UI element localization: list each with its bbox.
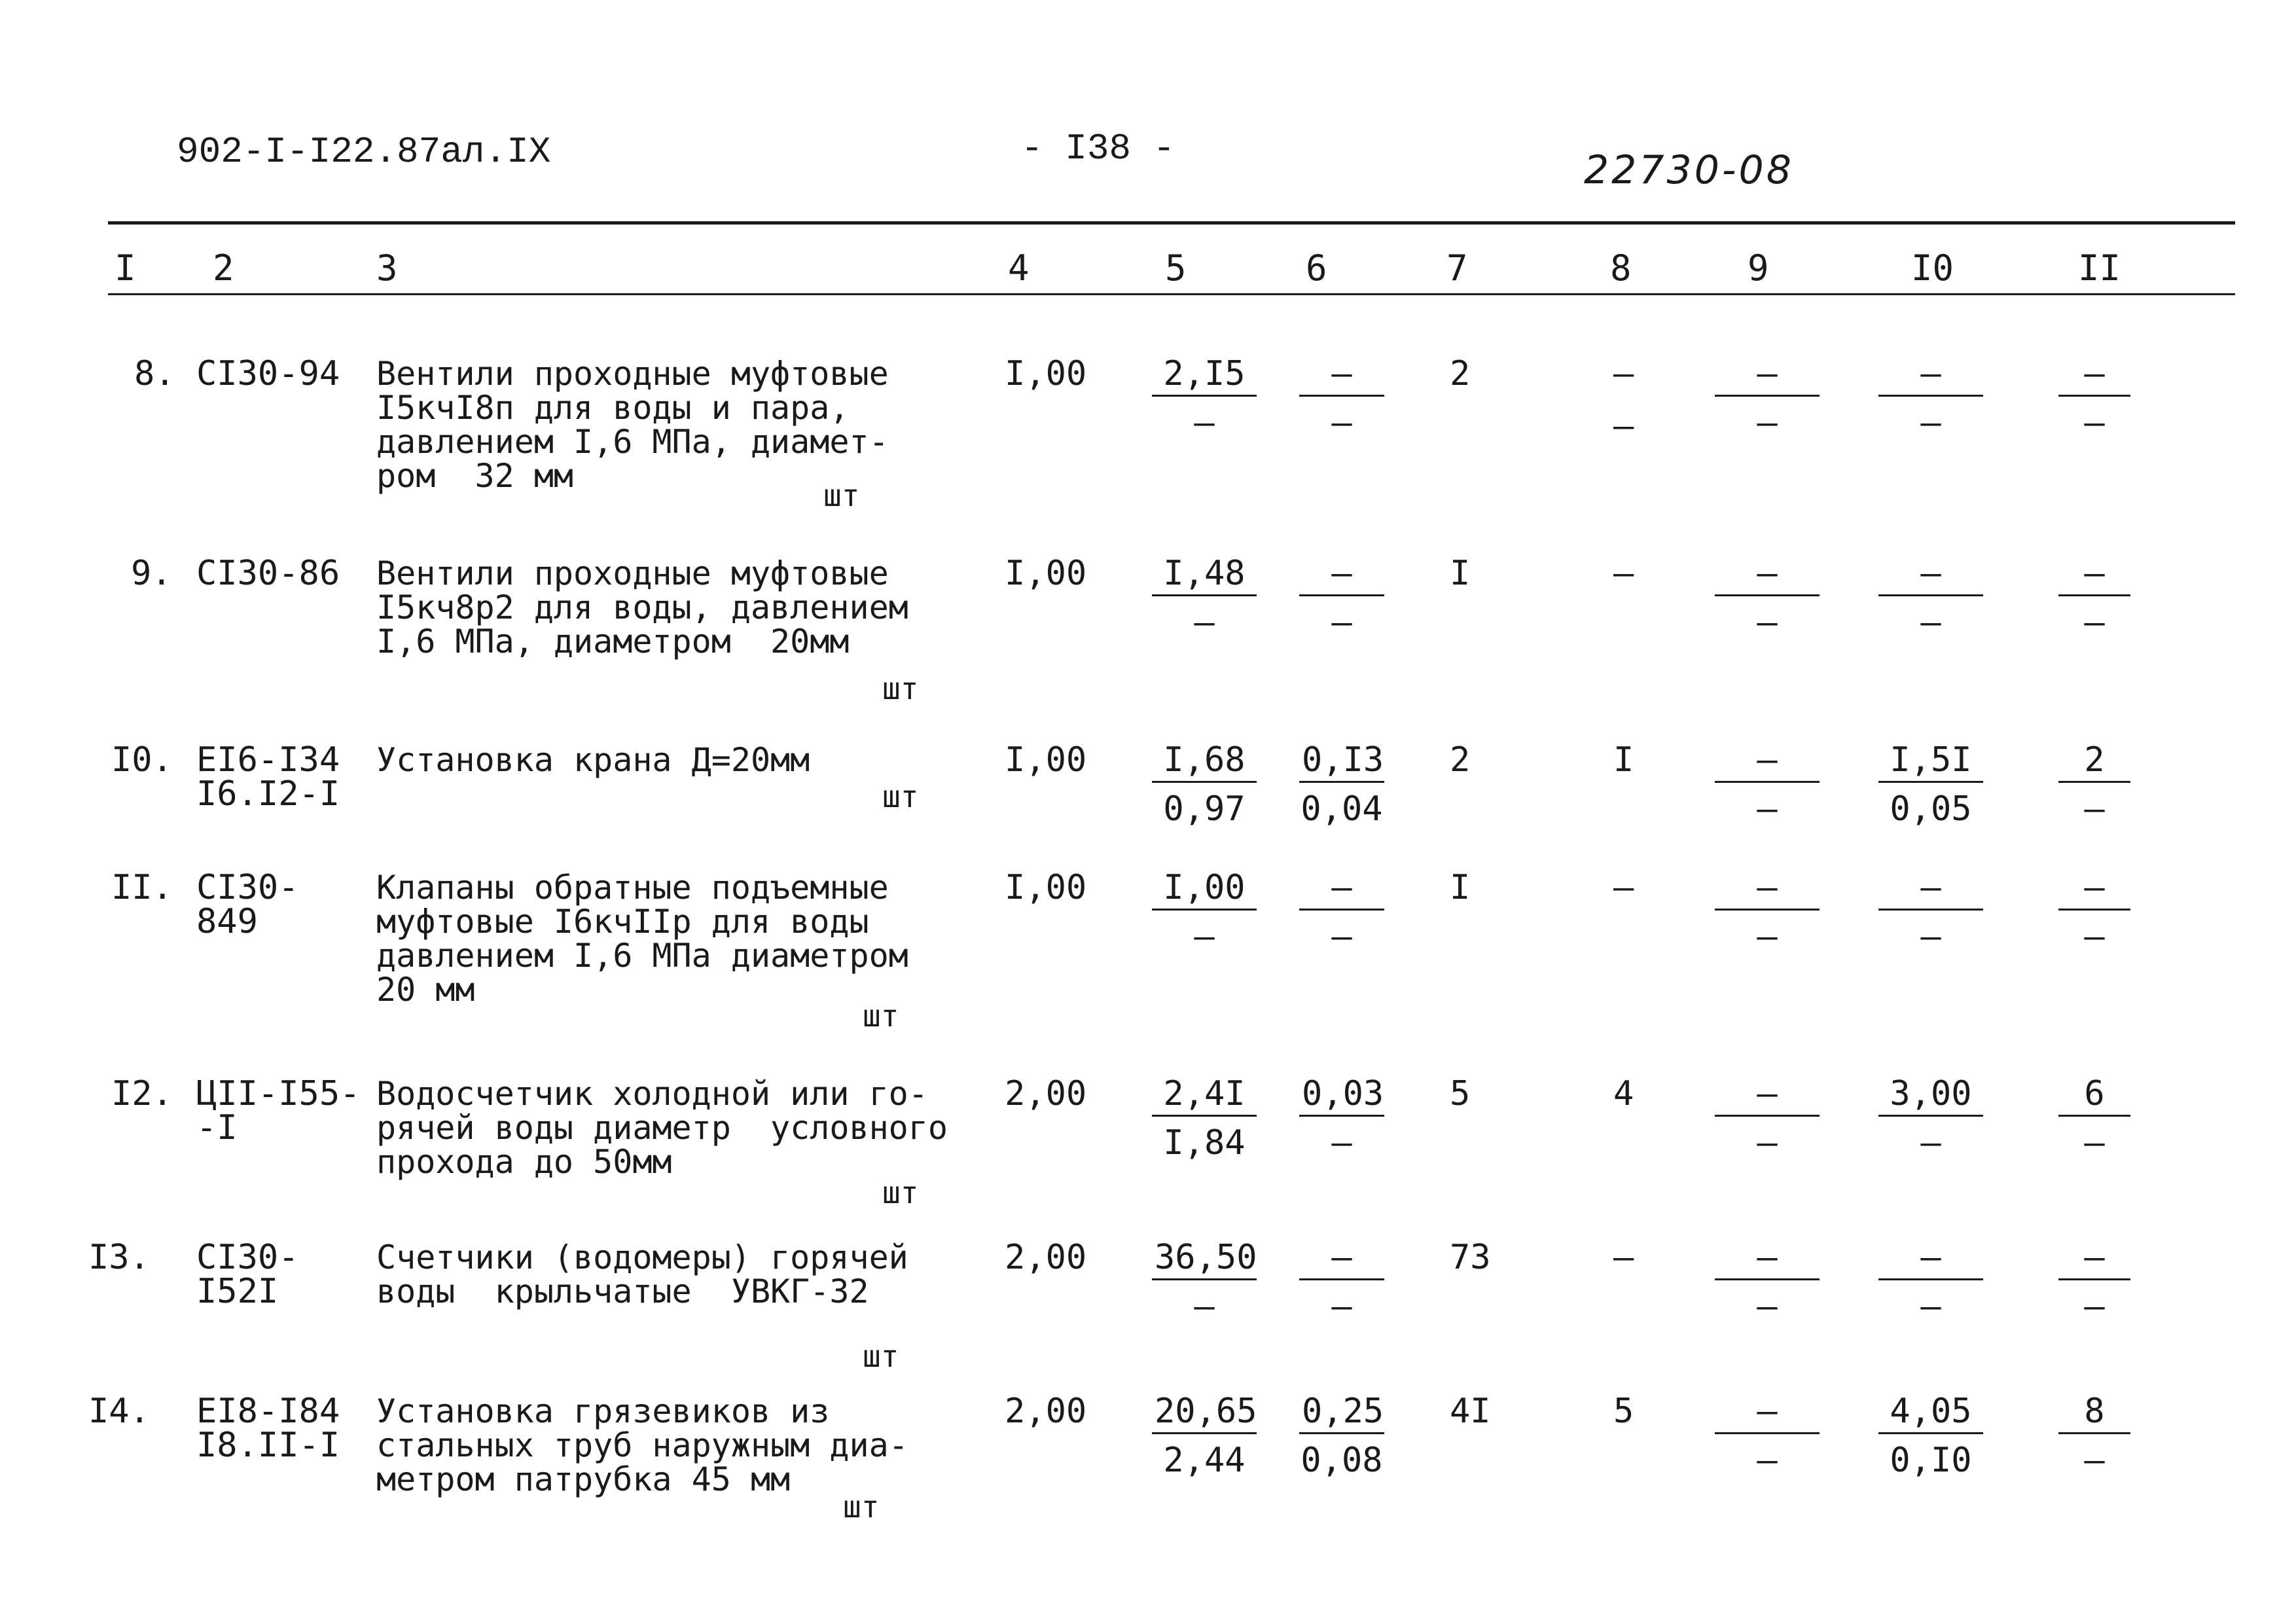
fraction-numerator: – [1715, 556, 1820, 596]
row-description: Клапаны обратные подъемные муфтовые I6кчIIр для воды давлением I,6 МПа диаметром 20 мм [376, 869, 908, 1009]
row-c11-fraction [2058, 354, 2130, 442]
row-code: CI30-86 [196, 554, 340, 593]
row-c6-fraction [1299, 354, 1384, 442]
fraction-numerator: 2,4I [1152, 1077, 1257, 1117]
row-quantity: 2,00 [1005, 1392, 1087, 1431]
fraction-denominator: – [2084, 1287, 2105, 1326]
column-header-8: 8 [1610, 247, 1632, 289]
row-c5-fraction [1152, 556, 1257, 640]
row-col8: 4 [1613, 1074, 1634, 1113]
row-col7: 73 [1450, 1238, 1491, 1277]
row-col8: I [1613, 740, 1634, 780]
fraction-denominator: – [1194, 917, 1215, 956]
fraction-denominator: 0,04 [1300, 789, 1383, 829]
row-c9-fraction [1715, 740, 1820, 829]
row-c10-fraction [1878, 1240, 1983, 1324]
column-header-6: 6 [1306, 247, 1327, 289]
fraction-denominator: – [1920, 603, 1941, 642]
column-header-5: 5 [1165, 247, 1187, 289]
fraction-numerator: 0,25 [1299, 1394, 1384, 1434]
row-col7: I [1450, 554, 1471, 593]
row-c11-fraction [2058, 740, 2130, 829]
row-code: CI30- I52I [196, 1238, 299, 1311]
row-col7: I [1450, 868, 1471, 907]
row-c11-fraction [2058, 1074, 2130, 1163]
row-c10-fraction [1878, 354, 1983, 442]
row-unit: шт [882, 779, 919, 814]
row-quantity: I,00 [1005, 354, 1087, 393]
fraction-numerator: – [1715, 743, 1820, 783]
fraction-numerator: – [2058, 871, 2130, 911]
row-number: 9. [131, 554, 172, 593]
fraction-numerator: 8 [2058, 1394, 2130, 1434]
page-number: - I38 - [1021, 128, 1175, 170]
column-header-7: 7 [1446, 247, 1468, 289]
column-header-10: I0 [1911, 247, 1954, 289]
fraction-denominator: – [1757, 403, 1778, 442]
row-c5-fraction [1152, 354, 1257, 442]
row-c5-fraction [1152, 868, 1257, 956]
row-col8: – [1613, 868, 1634, 907]
inventory-number: 22730-08 [1584, 147, 1794, 193]
row-unit: шт [882, 671, 919, 706]
fraction-denominator: – [1757, 917, 1778, 956]
fraction-denominator: – [2084, 789, 2105, 829]
row-quantity: I,00 [1005, 740, 1087, 780]
fraction-denominator: 2,44 [1163, 1441, 1246, 1480]
fraction-numerator: 4,05 [1878, 1394, 1983, 1434]
fraction-numerator: 2 [2058, 743, 2130, 783]
fraction-denominator: – [1920, 1123, 1941, 1163]
fraction-numerator: 3,00 [1878, 1077, 1983, 1117]
fraction-numerator: – [1878, 357, 1983, 397]
row-number: II. [111, 868, 173, 907]
fraction-denominator: – [1757, 1441, 1778, 1480]
row-col8: – [1613, 554, 1634, 593]
fraction-denominator: – [1331, 1123, 1352, 1163]
document-code: 902-I-I22.87ал.IX [177, 131, 551, 173]
fraction-numerator: I,48 [1152, 556, 1257, 596]
row-code: CI30-94 [196, 354, 340, 393]
table-top-rule [108, 221, 2235, 225]
row-number: I4. [88, 1392, 150, 1431]
row-c11-fraction [2058, 1392, 2130, 1480]
row-c5-fraction [1152, 740, 1257, 829]
fraction-denominator: – [1331, 1287, 1352, 1326]
fraction-denominator: – [2084, 1441, 2105, 1480]
fraction-denominator: – [1920, 917, 1941, 956]
row-unit: шт [863, 998, 899, 1034]
row-c6-fraction [1299, 556, 1384, 640]
fraction-numerator: – [1715, 357, 1820, 397]
table-header-rule [108, 293, 2235, 295]
row-c9-fraction [1715, 1074, 1820, 1163]
row-c6-fraction [1299, 1240, 1384, 1324]
row-unit: шт [843, 1489, 880, 1525]
row-description: Установка крана Д=20мм [376, 741, 810, 779]
row-description: Установка грязевиков из стальных труб наружным диа- метром патрубка 45 мм [376, 1392, 908, 1498]
fraction-denominator: – [2084, 603, 2105, 642]
row-c10-fraction [1878, 868, 1983, 956]
row-c11-fraction [2058, 556, 2130, 640]
fraction-denominator: – [1757, 789, 1778, 829]
fraction-numerator: 20,65 [1152, 1394, 1257, 1434]
row-c11-fraction [2058, 868, 2130, 956]
fraction-numerator: 6 [2058, 1077, 2130, 1117]
column-header-9: 9 [1748, 247, 1769, 289]
fraction-numerator: – [1878, 1240, 1983, 1280]
row-c6-fraction [1299, 1074, 1384, 1163]
column-header-4: 4 [1008, 247, 1030, 289]
row-c9-fraction [1715, 868, 1820, 956]
fraction-numerator: – [1878, 871, 1983, 911]
fraction-numerator: – [2058, 357, 2130, 397]
fraction-numerator: – [1715, 1077, 1820, 1117]
row-col7: 5 [1450, 1074, 1471, 1113]
row-c10-fraction [1878, 740, 1983, 829]
fraction-numerator: – [2058, 1240, 2130, 1280]
fraction-denominator: – [2084, 403, 2105, 442]
row-quantity: 2,00 [1005, 1074, 1087, 1113]
row-unit: шт [823, 478, 860, 513]
fraction-denominator: – [1331, 403, 1352, 442]
column-header-1: I [115, 247, 136, 289]
fraction-denominator: 0,97 [1163, 789, 1246, 829]
fraction-denominator: – [1920, 1287, 1941, 1326]
fraction-numerator: 2,I5 [1152, 357, 1257, 397]
fraction-numerator: – [1715, 1394, 1820, 1434]
row-number: I3. [88, 1238, 150, 1277]
fraction-denominator: – [1920, 403, 1941, 442]
row-c10-fraction [1878, 1074, 1983, 1163]
row-col8: – [1613, 354, 1634, 393]
row-col8: – [1613, 1238, 1634, 1277]
row-c9-fraction [1715, 1392, 1820, 1480]
row-number: 8. [134, 354, 175, 393]
fraction-numerator: – [1299, 1240, 1384, 1280]
row-c5-fraction [1152, 1240, 1257, 1324]
fraction-denominator: 0,08 [1300, 1441, 1383, 1480]
row-c10-fraction [1878, 1392, 1983, 1480]
fraction-numerator: – [1299, 357, 1384, 397]
column-header-2: 2 [213, 247, 234, 289]
row-number: I0. [111, 740, 173, 780]
fraction-denominator: – [1331, 603, 1352, 642]
column-header-11: II [2078, 247, 2121, 289]
fraction-denominator: 0,I0 [1890, 1441, 1972, 1480]
row-description: Вентили проходные муфтовые I5кч8р2 для воды, давлением I,6 МПа, диаметром 20мм [376, 554, 908, 660]
row-c5-fraction [1152, 1392, 1257, 1480]
row-c5-fraction [1152, 1074, 1257, 1163]
fraction-denominator: – [1757, 603, 1778, 642]
fraction-numerator: – [2058, 556, 2130, 596]
row-c10-fraction [1878, 556, 1983, 640]
row-code: CI30- 849 [196, 868, 299, 941]
row-col7: 2 [1450, 354, 1471, 393]
row-c9-fraction [1715, 354, 1820, 442]
row-code: EI6-I34 I6.I2-I [196, 740, 340, 814]
fraction-numerator: – [1299, 556, 1384, 596]
row-c6-fraction [1299, 1392, 1384, 1480]
fraction-numerator: – [1878, 556, 1983, 596]
row-quantity: I,00 [1005, 554, 1087, 593]
fraction-numerator: I,00 [1152, 871, 1257, 911]
row-col7: 2 [1450, 740, 1471, 780]
row-unit: шт [882, 1175, 919, 1210]
fraction-numerator: 0,I3 [1299, 743, 1384, 783]
row-c11-fraction [2058, 1240, 2130, 1324]
row-description: Счетчики (водомеры) горячей воды крыльчатые УВКГ-32 [376, 1238, 908, 1310]
row-col8: 5 [1613, 1392, 1634, 1431]
row-unit: шт [863, 1339, 899, 1374]
row-number: I2. [111, 1074, 173, 1113]
row-col8-lower: – [1613, 406, 1634, 446]
row-col7: 4I [1450, 1392, 1491, 1431]
fraction-numerator: I,5I [1878, 743, 1983, 783]
fraction-denominator: – [1194, 603, 1215, 642]
fraction-denominator: I,84 [1163, 1123, 1246, 1163]
fraction-numerator: I,68 [1152, 743, 1257, 783]
row-quantity: I,00 [1005, 868, 1087, 907]
fraction-numerator: 0,03 [1299, 1077, 1384, 1117]
fraction-denominator: – [1194, 1287, 1215, 1326]
row-c6-fraction [1299, 868, 1384, 956]
row-c9-fraction [1715, 556, 1820, 640]
row-code: EI8-I84 I8.II-I [196, 1392, 340, 1465]
fraction-numerator: – [1299, 871, 1384, 911]
row-description: Водосчетчик холодной или го- рячей воды диаметр условного прохода до 50мм [376, 1075, 948, 1181]
fraction-denominator: – [1757, 1123, 1778, 1163]
fraction-denominator: 0,05 [1890, 789, 1972, 829]
column-header-3: 3 [376, 247, 398, 289]
fraction-denominator: – [1331, 917, 1352, 956]
row-code: ЦII-I55- -I [196, 1074, 361, 1147]
fraction-denominator: – [1194, 403, 1215, 442]
fraction-numerator: – [1715, 1240, 1820, 1280]
fraction-numerator: – [1715, 871, 1820, 911]
fraction-denominator: – [2084, 1123, 2105, 1163]
row-description: Вентили проходные муфтовые I5кчI8п для воды и пара, давлением I,6 МПа, диамет- ром 32 мм [376, 355, 889, 495]
row-quantity: 2,00 [1005, 1238, 1087, 1277]
row-c9-fraction [1715, 1240, 1820, 1324]
fraction-denominator: – [1757, 1287, 1778, 1326]
fraction-denominator: – [2084, 917, 2105, 956]
fraction-numerator: 36,50 [1152, 1240, 1257, 1280]
row-c6-fraction [1299, 740, 1384, 829]
